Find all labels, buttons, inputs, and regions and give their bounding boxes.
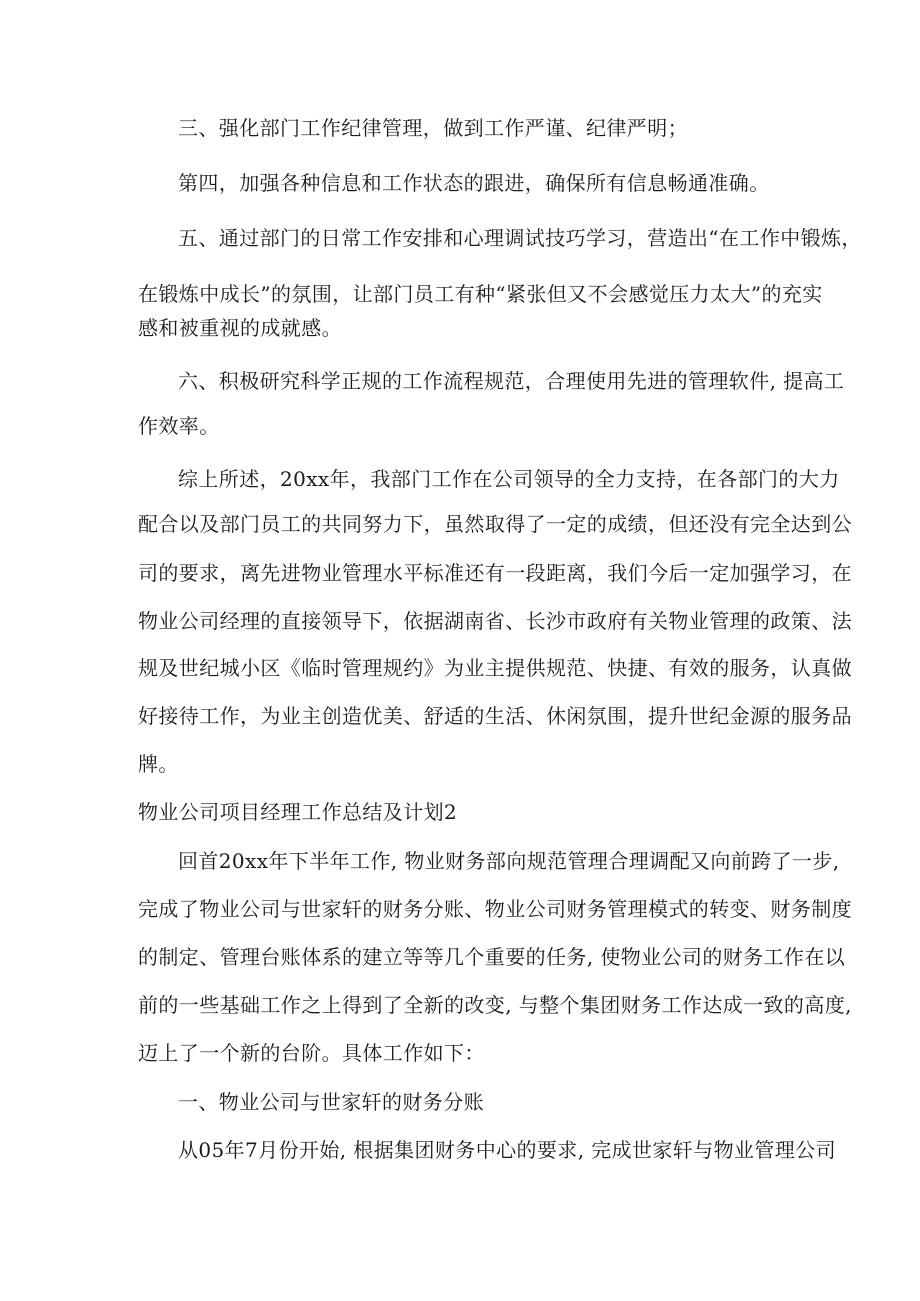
summary-paragraph-line-4: 物业公司经理的直接领导下，依据湖南省、长沙市政府有关物业管理的政策、法 (138, 609, 852, 633)
paragraph-item-6-line-1: 六、积极研究科学正规的工作流程规范，合理使用先进的管理软件, 提高工 (178, 369, 845, 393)
summary-paragraph-line-7: 牌。 (138, 752, 179, 776)
paragraph-item-5-line-3: 感和被重视的成就感。 (138, 316, 342, 340)
paragraph-item-5-line-1: 五、通过部门的日常工作安排和心理调试技巧学习，营造出“在工作中锻炼， (178, 226, 862, 250)
paragraph-item-4: 第四，加强各种信息和工作状态的跟进，确保所有信息畅通准确。 (178, 171, 770, 195)
review-paragraph-line-5: 迈上了一个新的台阶。具体工作如下： (138, 1041, 485, 1065)
summary-paragraph-line-3: 司的要求，离先进物业管理水平标准还有一段距离，我们今后一定加强学习，在 (138, 561, 852, 585)
review-paragraph-line-3: 的制定、管理台账体系的建立等等几个重要的任务, 使物业公司的财务工作在以 (138, 945, 846, 969)
summary-paragraph-line-1: 综上所述，20xx年，我部门工作在公司领导的全力支持，在各部门的大力 (178, 467, 840, 491)
review-paragraph-line-1: 回首20xx年下半年工作, 物业财务部向规范管理合理调配又向前跨了一步, (178, 849, 840, 873)
section-heading: 物业公司项目经理工作总结及计划2 (138, 800, 458, 824)
summary-paragraph-line-5: 规及世纪城小区《临时管理规约》为业主提供规范、快捷、有效的服务，认真做 (138, 656, 852, 680)
review-paragraph-line-4: 前的一些基础工作之上得到了全新的改变, 与整个集团财务工作达成一致的高度, (138, 993, 852, 1017)
detail-paragraph-line-1: 从05年7月份开始, 根据集团财务中心的要求, 完成世家轩与物业管理公司 (178, 1138, 837, 1162)
subsection-heading: 一、物业公司与世家轩的财务分账 (178, 1090, 484, 1114)
paragraph-item-3: 三、强化部门工作纪律管理，做到工作严谨、纪律严明； (178, 116, 688, 140)
paragraph-item-5-line-2: 在锻炼中成长”的氛围，让部门员工有种“紧张但又不会感觉压力太大”的充实 (138, 282, 823, 306)
review-paragraph-line-2: 完成了物业公司与世家轩的财务分账、物业公司财务管理模式的转变、财务制度 (138, 897, 852, 921)
summary-paragraph-line-2: 配合以及部门员工的共同努力下，虽然取得了一定的成绩，但还没有完全达到公 (138, 512, 852, 536)
summary-paragraph-line-6: 好接待工作，为业主创造优美、舒适的生活、休闲氛围，提升世纪金源的服务品 (138, 704, 852, 728)
paragraph-item-6-line-2: 作效率。 (138, 414, 220, 438)
